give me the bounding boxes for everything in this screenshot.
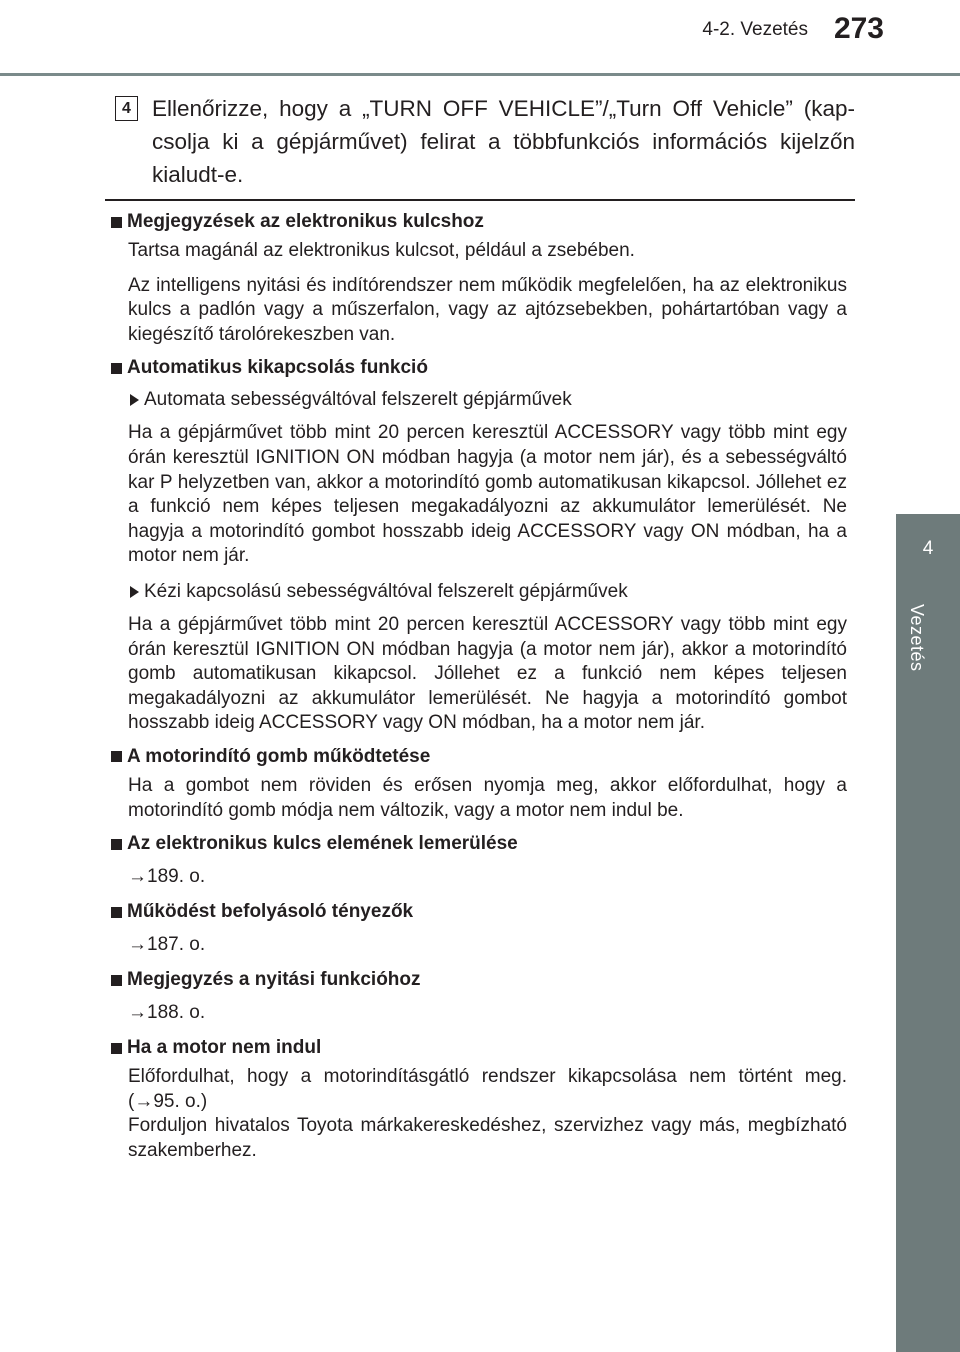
- note-title: Automatikus kikapcsolás funkció: [127, 357, 428, 379]
- note-paragraph: Előfordulhat, hogy a motorindításgátló rendszer kikapcsolása nem történt meg. (→95. o.): [128, 1066, 847, 1112]
- note-electronic-key: [111, 209, 847, 347]
- note-factors: [111, 899, 847, 959]
- square-bullet-icon: [111, 839, 122, 850]
- notes-content: [111, 209, 847, 1163]
- page-header: [0, 0, 960, 80]
- note-subtitle: Automata sebességváltóval felszerelt gépjárművek: [144, 389, 572, 411]
- note-auto-off: [111, 355, 847, 736]
- page-reference: →189. o.: [128, 866, 206, 888]
- note-paragraph: Ha a gépjárművet több mint 20 percen keresztül ACCESSORY vagy több mint egy órán keresztül IGNITION ON módban hagyja (a motor nem jár), akkor a motorindító gomb automatikusan kikapcsol. Jóllehet ez a funkció nem képes teljesen megakadályozni az akkumulátor lemerülését. Ne hagyja a motorindító gombot hosszabb ideig ACCESSORY vagy ON módban, ha a motor nem jár.: [128, 613, 847, 734]
- note-title: Működést befolyásoló tényezők: [127, 901, 414, 923]
- step-item: [115, 86, 855, 191]
- note-key-battery: [111, 831, 847, 891]
- note-paragraph: Ha a gépjárművet több mint 20 percen keresztül ACCESSORY vagy több mint egy órán keresztül IGNITION ON módban hagyja (a motor nem jár), és a sebességváltó kar P helyzetben van, akkor a motorindító gomb automatikusan kikapcsol. Jóllehet ez a funkció nem képes teljesen megakadályozni az akkumulátor lemerülését. Ne hagyja a motorindító gombot hosszabb ideig ACCESSORY vagy ON módban, ha a motor nem jár.: [128, 422, 847, 567]
- note-paragraph: Ha a gombot nem röviden és erősen nyomja meg, akkor előfordulhat, hogy a motorindító gomb módja nem változik, vagy a motor nem indul be.: [128, 774, 847, 821]
- note-paragraph: Tartsa magánál az elektronikus kulcsot, például a zsebében.: [128, 240, 635, 261]
- note-engine-no-start: [111, 1035, 847, 1163]
- note-paragraph: Az intelligens nyitási és indítórendszer nem működik megfelelően, ha az elektronikus kulcs a padlón vagy a műszerfalon, vagy az ajtózsebekben, pohártartóban vagy a kiegészítő tárolórekeszben van.: [128, 274, 847, 345]
- chapter-number: 4: [922, 538, 934, 559]
- section-title: 4-2. Vezetés: [702, 19, 808, 40]
- chapter-tab-strip: [896, 596, 960, 1352]
- chapter-label-wrap: [906, 604, 930, 694]
- triangle-bullet-icon: [130, 586, 139, 598]
- page-number: 273: [833, 12, 884, 45]
- square-bullet-icon: [111, 975, 122, 986]
- step-text: Ellenőrizze, hogy a „TURN OFF VEHICLE”/„Turn Off Vehicle” (kapcsolja ki a gépjárművet) felirat a többfunkciós információs kijelzőn kialudt-e.: [152, 96, 855, 187]
- note-subtitle: Kézi kapcsolású sebességváltóval felszerelt gépjárművek: [144, 580, 628, 602]
- note-title: Megjegyzések az elektronikus kulcshoz: [127, 211, 484, 232]
- note-opening-function: [111, 967, 847, 1027]
- square-bullet-icon: [111, 363, 122, 374]
- note-title: Ha a motor nem indul: [127, 1037, 322, 1059]
- square-bullet-icon: [111, 1043, 122, 1054]
- section-divider: [105, 199, 855, 201]
- note-start-button: [111, 744, 847, 823]
- note-title: Az elektronikus kulcs elemének lemerülése: [127, 833, 518, 855]
- square-bullet-icon: [111, 907, 122, 918]
- page-reference: →187. o.: [128, 934, 206, 956]
- page-reference: →188. o.: [128, 1002, 206, 1024]
- step-number-badge: 4: [115, 96, 138, 121]
- square-bullet-icon: [111, 217, 122, 228]
- note-paragraph: Forduljon hivatalos Toyota márkakereskedéshez, szervizhez vagy más, megbízható szakemberhez.: [128, 1115, 847, 1161]
- chapter-label: Vezetés: [907, 604, 927, 672]
- triangle-bullet-icon: [130, 394, 139, 406]
- header-rule: [0, 73, 960, 76]
- square-bullet-icon: [111, 751, 122, 762]
- note-title: A motorindító gomb működtetése: [127, 745, 431, 767]
- chapter-tab: [896, 514, 960, 596]
- note-title: Megjegyzés a nyitási funkcióhoz: [127, 969, 421, 991]
